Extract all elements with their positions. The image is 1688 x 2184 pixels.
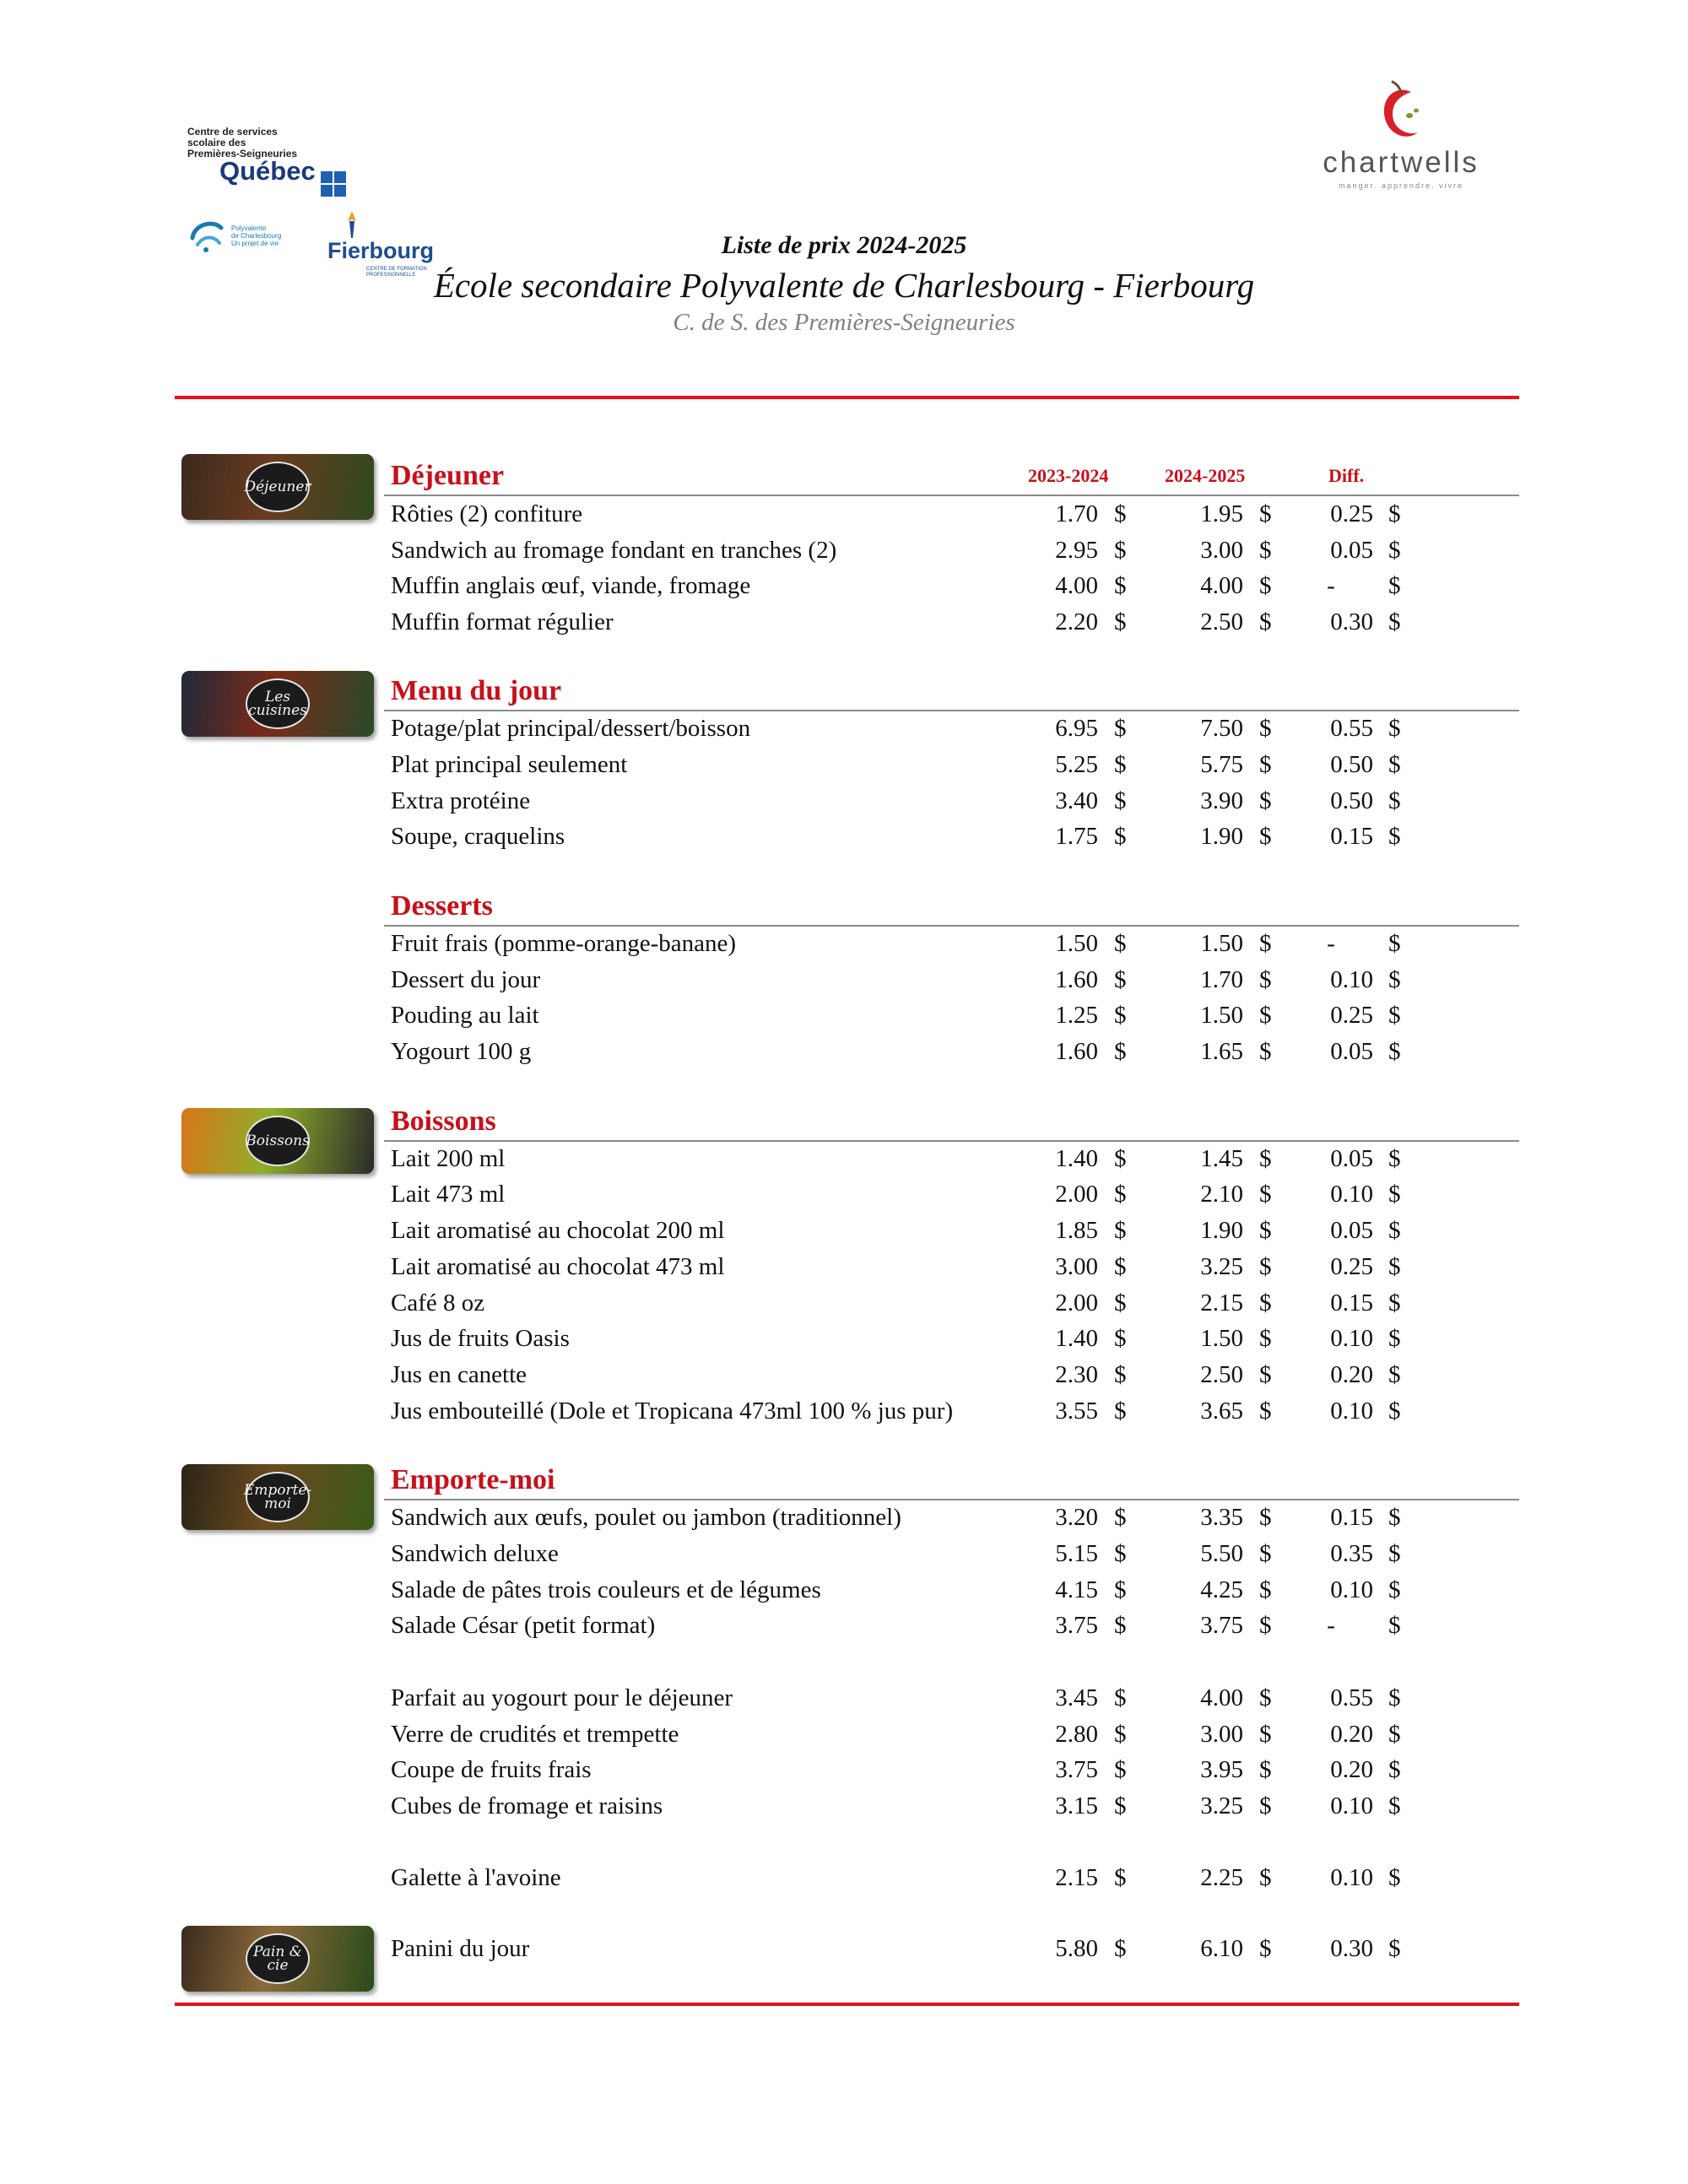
price-2023-2024: 3.45: [1055, 1684, 1098, 1711]
price-row: [0, 1361, 1688, 1397]
css-logo-line: Centre de services: [187, 126, 278, 138]
currency-symbol: $: [1388, 751, 1401, 778]
item-label: Extra protéine: [391, 787, 531, 814]
currency-symbol: $: [1114, 1540, 1127, 1567]
price-2024-2025: 1.50: [1200, 930, 1243, 957]
currency-symbol: $: [1388, 1540, 1401, 1567]
currency-symbol: $: [1114, 1576, 1127, 1603]
currency-symbol: $: [1388, 1721, 1401, 1748]
school-name: École secondaire Polyvalente de Charlesbourg - Fierbourg: [433, 266, 1255, 305]
price-difference: -: [1327, 1612, 1335, 1639]
price-2023-2024: 5.25: [1055, 751, 1098, 778]
currency-symbol: $: [1259, 1935, 1272, 1962]
currency-symbol: $: [1114, 1756, 1127, 1783]
item-label: Dessert du jour: [391, 966, 541, 993]
price-difference: 0.15: [1330, 1504, 1373, 1531]
price-difference: 0.05: [1330, 1145, 1373, 1172]
price-difference: 0.10: [1330, 1397, 1373, 1424]
currency-symbol: $: [1114, 1684, 1127, 1711]
currency-symbol: $: [1388, 537, 1401, 564]
price-2024-2025: 1.50: [1200, 1325, 1243, 1352]
price-row: [0, 787, 1688, 824]
price-2024-2025: 2.15: [1200, 1289, 1243, 1316]
item-label: Salade de pâtes trois couleurs et de légumes: [391, 1576, 821, 1603]
price-row: [0, 1504, 1688, 1540]
price-2024-2025: 5.50: [1200, 1540, 1243, 1567]
item-label: Verre de crudités et trempette: [391, 1721, 679, 1748]
currency-symbol: $: [1259, 1684, 1272, 1711]
item-label: Salade César (petit format): [391, 1612, 656, 1639]
price-2024-2025: 7.50: [1200, 715, 1243, 742]
currency-symbol: $: [1114, 1504, 1127, 1531]
currency-symbol: $: [1259, 930, 1272, 957]
price-difference: 0.20: [1330, 1721, 1373, 1748]
item-label: Galette à l'avoine: [391, 1864, 561, 1891]
price-row: [0, 1002, 1688, 1038]
price-difference: 0.55: [1330, 1684, 1373, 1711]
price-2023-2024: 1.25: [1055, 1002, 1098, 1029]
price-2023-2024: 1.50: [1055, 930, 1098, 957]
currency-symbol: $: [1259, 1540, 1272, 1567]
price-row: [0, 1181, 1688, 1217]
currency-symbol: $: [1259, 608, 1272, 635]
price-2024-2025: 2.25: [1200, 1864, 1243, 1891]
currency-symbol: $: [1259, 537, 1272, 564]
section-title: Menu du jour: [391, 675, 562, 706]
price-2024-2025: 3.00: [1200, 537, 1243, 564]
currency-symbol: $: [1388, 1935, 1401, 1962]
currency-symbol: $: [1114, 1181, 1127, 1208]
price-difference: 0.05: [1330, 1038, 1373, 1065]
item-label: Jus en canette: [391, 1361, 528, 1388]
price-difference: 0.10: [1330, 1181, 1373, 1208]
price-row: [0, 1576, 1688, 1613]
currency-symbol: $: [1259, 1002, 1272, 1029]
polyvalente-logo: [187, 213, 297, 267]
price-2024-2025: 3.65: [1200, 1397, 1243, 1424]
section-banner-badge: Emporte-moi: [246, 1472, 310, 1522]
currency-symbol: $: [1114, 787, 1127, 814]
currency-symbol: $: [1114, 751, 1127, 778]
currency-symbol: $: [1259, 1217, 1272, 1244]
price-2024-2025: 3.25: [1200, 1792, 1243, 1819]
currency-symbol: $: [1114, 1721, 1127, 1748]
css-logo-line: Premières-Seigneuries: [187, 148, 298, 159]
price-difference: 0.30: [1330, 1935, 1373, 1962]
swirl-icon: [187, 216, 226, 255]
col-header-2023-2024: 2023-2024: [1028, 465, 1109, 486]
price-2024-2025: 1.95: [1200, 500, 1243, 527]
item-label: Lait aromatisé au chocolat 473 ml: [391, 1253, 725, 1280]
section-banner-badge: Pain & cie: [246, 1933, 310, 1984]
item-label: Sandwich au fromage fondant en tranches (2): [391, 537, 837, 564]
price-row: [0, 608, 1688, 645]
currency-symbol: $: [1114, 930, 1127, 957]
price-2023-2024: 1.40: [1055, 1145, 1098, 1172]
price-2023-2024: 1.85: [1055, 1217, 1098, 1244]
item-label: Sandwich deluxe: [391, 1540, 559, 1567]
price-2023-2024: 2.95: [1055, 537, 1098, 564]
currency-symbol: $: [1114, 1397, 1127, 1424]
price-2024-2025: 4.25: [1200, 1576, 1243, 1603]
price-row: [0, 715, 1688, 751]
currency-symbol: $: [1114, 1289, 1127, 1316]
currency-symbol: $: [1388, 1397, 1401, 1424]
price-row: [0, 1540, 1688, 1576]
item-label: Parfait au yogourt pour le déjeuner: [391, 1684, 733, 1711]
currency-symbol: $: [1259, 1038, 1272, 1065]
price-2024-2025: 1.45: [1200, 1145, 1243, 1172]
item-label: Soupe, craquelins: [391, 823, 565, 850]
section-banner-badge: Boissons: [246, 1116, 310, 1166]
section-rule: [384, 925, 1519, 927]
price-difference: 0.25: [1330, 1253, 1373, 1280]
currency-symbol: $: [1259, 715, 1272, 742]
price-2023-2024: 1.75: [1055, 823, 1098, 850]
currency-symbol: $: [1114, 823, 1127, 850]
item-label: Panini du jour: [391, 1935, 530, 1962]
price-row: [0, 1612, 1688, 1648]
currency-symbol: $: [1388, 1145, 1401, 1172]
price-row: [0, 1935, 1688, 1971]
price-difference: 0.25: [1330, 500, 1373, 527]
currency-symbol: $: [1388, 500, 1401, 527]
currency-symbol: $: [1388, 608, 1401, 635]
price-difference: 0.25: [1330, 1002, 1373, 1029]
section-title: Boissons: [391, 1106, 496, 1137]
price-difference: 0.15: [1330, 1289, 1373, 1316]
item-label: Muffin anglais œuf, viande, fromage: [391, 572, 751, 599]
currency-symbol: $: [1388, 1181, 1401, 1208]
price-difference: 0.10: [1330, 1792, 1373, 1819]
price-row: [0, 572, 1688, 608]
chartwells-logo: [1300, 80, 1502, 207]
currency-symbol: $: [1114, 1864, 1127, 1891]
price-2023-2024: 2.00: [1055, 1289, 1098, 1316]
quebec-wordmark: Québec: [219, 156, 373, 197]
currency-symbol: $: [1114, 1217, 1127, 1244]
price-row: [0, 1253, 1688, 1289]
price-2023-2024: 2.80: [1055, 1721, 1098, 1748]
price-2023-2024: 3.55: [1055, 1397, 1098, 1424]
currency-symbol: $: [1388, 1576, 1401, 1603]
price-difference: 0.35: [1330, 1540, 1373, 1567]
currency-symbol: $: [1388, 1217, 1401, 1244]
section-banner-badge: Déjeuner: [246, 462, 310, 512]
price-row: [0, 1397, 1688, 1434]
item-label: Potage/plat principal/dessert/boisson: [391, 715, 751, 742]
fierbourg-wordmark: Fierbourg: [327, 238, 434, 263]
currency-symbol: $: [1388, 1289, 1401, 1316]
poly-logo-line: Un projet de vie: [231, 240, 279, 247]
section-title: Déjeuner: [391, 460, 505, 491]
price-difference: 0.05: [1330, 537, 1373, 564]
currency-symbol: $: [1114, 966, 1127, 993]
price-row: [0, 1792, 1688, 1829]
currency-symbol: $: [1388, 787, 1401, 814]
currency-symbol: $: [1259, 823, 1272, 850]
css-logo-line: scolaire des: [187, 137, 246, 149]
price-2024-2025: 2.10: [1200, 1181, 1243, 1208]
currency-symbol: $: [1259, 1289, 1272, 1316]
section-rule: [384, 1140, 1519, 1142]
price-2023-2024: 3.15: [1055, 1792, 1098, 1819]
price-2023-2024: 3.40: [1055, 787, 1098, 814]
price-2023-2024: 3.75: [1055, 1756, 1098, 1783]
price-2024-2025: 3.35: [1200, 1504, 1243, 1531]
currency-symbol: $: [1114, 1002, 1127, 1029]
price-row: [0, 966, 1688, 1003]
price-2023-2024: 3.00: [1055, 1253, 1098, 1280]
item-label: Cubes de fromage et raisins: [391, 1792, 663, 1819]
price-2023-2024: 2.20: [1055, 608, 1098, 635]
item-label: Coupe de fruits frais: [391, 1756, 592, 1783]
item-label: Jus de fruits Oasis: [391, 1325, 570, 1352]
price-2024-2025: 4.00: [1200, 1684, 1243, 1711]
currency-symbol: $: [1114, 1361, 1127, 1388]
price-row: [0, 1756, 1688, 1792]
currency-symbol: $: [1259, 1181, 1272, 1208]
currency-symbol: $: [1259, 1361, 1272, 1388]
price-difference: 0.10: [1330, 1864, 1373, 1891]
currency-symbol: $: [1388, 1756, 1401, 1783]
item-label: Yogourt 100 g: [391, 1038, 532, 1065]
currency-symbol: $: [1114, 1792, 1127, 1819]
price-2023-2024: 3.20: [1055, 1504, 1098, 1531]
currency-symbol: $: [1114, 537, 1127, 564]
currency-symbol: $: [1114, 1325, 1127, 1352]
title-block: [338, 231, 1350, 337]
price-2024-2025: 2.50: [1200, 608, 1243, 635]
price-row: [0, 1684, 1688, 1721]
currency-symbol: $: [1259, 1504, 1272, 1531]
currency-symbol: $: [1114, 1935, 1127, 1962]
price-difference: 0.10: [1330, 1576, 1373, 1603]
price-difference: 0.20: [1330, 1756, 1373, 1783]
currency-symbol: $: [1388, 1325, 1401, 1352]
apple-icon: [1367, 80, 1435, 146]
school-board: C. de S. des Premières-Seigneuries: [673, 309, 1015, 336]
section-title: Desserts: [391, 890, 493, 922]
price-2024-2025: 6.10: [1200, 1935, 1243, 1962]
currency-symbol: $: [1114, 608, 1127, 635]
currency-symbol: $: [1259, 500, 1272, 527]
price-2023-2024: 1.70: [1055, 500, 1098, 527]
price-2023-2024: 4.00: [1055, 572, 1098, 599]
currency-symbol: $: [1259, 1253, 1272, 1280]
price-difference: 0.50: [1330, 751, 1373, 778]
currency-symbol: $: [1259, 1721, 1272, 1748]
currency-symbol: $: [1259, 1576, 1272, 1603]
currency-symbol: $: [1388, 1864, 1401, 1891]
item-label: Lait 200 ml: [391, 1145, 506, 1172]
currency-symbol: $: [1388, 1612, 1401, 1639]
currency-symbol: $: [1388, 1792, 1401, 1819]
price-2023-2024: 2.15: [1055, 1864, 1098, 1891]
price-2023-2024: 5.80: [1055, 1935, 1098, 1962]
price-difference: 0.30: [1330, 608, 1373, 635]
price-2023-2024: 1.60: [1055, 1038, 1098, 1065]
section-title: Emporte-moi: [391, 1464, 555, 1495]
currency-symbol: $: [1388, 715, 1401, 742]
price-2023-2024: 5.15: [1055, 1540, 1098, 1567]
fierbourg-sub-line: PROFESSIONNELLE: [366, 273, 416, 278]
currency-symbol: $: [1114, 1038, 1127, 1065]
currency-symbol: $: [1259, 1792, 1272, 1819]
currency-symbol: $: [1388, 1253, 1401, 1280]
price-row: [0, 930, 1688, 966]
currency-symbol: $: [1388, 1504, 1401, 1531]
price-difference: 0.10: [1330, 1325, 1373, 1352]
poly-logo-line: Polyvalente: [231, 224, 267, 232]
price-2023-2024: 2.00: [1055, 1181, 1098, 1208]
item-label: Lait 473 ml: [391, 1181, 506, 1208]
price-row: [0, 1038, 1688, 1074]
price-2024-2025: 1.50: [1200, 1002, 1243, 1029]
quebec-flag-icon: [321, 171, 346, 197]
currency-symbol: $: [1259, 1397, 1272, 1424]
currency-symbol: $: [1388, 1361, 1401, 1388]
price-row: [0, 1289, 1688, 1326]
price-2023-2024: 6.95: [1055, 715, 1098, 742]
section-rule: [384, 710, 1519, 711]
currency-symbol: $: [1114, 715, 1127, 742]
price-2024-2025: 1.70: [1200, 966, 1243, 993]
col-header-2024-2025: 2024-2025: [1165, 465, 1246, 486]
price-row: [0, 1145, 1688, 1181]
currency-symbol: $: [1114, 1253, 1127, 1280]
currency-symbol: $: [1259, 787, 1272, 814]
price-row: [0, 1721, 1688, 1757]
price-row: [0, 751, 1688, 787]
item-label: Café 8 oz: [391, 1289, 485, 1316]
price-2024-2025: 1.90: [1200, 1217, 1243, 1244]
poly-logo-line: de Charlesbourg: [231, 232, 282, 240]
price-difference: 0.10: [1330, 966, 1373, 993]
chartwells-tagline: manger. apprendre. vivre: [1338, 181, 1464, 190]
item-label: Rôties (2) confiture: [391, 500, 583, 527]
currency-symbol: $: [1259, 1612, 1272, 1639]
css-quebec-logo: [187, 127, 373, 197]
price-row: [0, 1325, 1688, 1361]
price-difference: -: [1327, 572, 1335, 599]
price-difference: 0.50: [1330, 787, 1373, 814]
price-row: [0, 823, 1688, 859]
currency-symbol: $: [1259, 966, 1272, 993]
currency-symbol: $: [1388, 1038, 1401, 1065]
currency-symbol: $: [1388, 1684, 1401, 1711]
price-2024-2025: 3.95: [1200, 1756, 1243, 1783]
price-row: [0, 537, 1688, 573]
section-banner-badge: Les cuisines: [246, 678, 310, 729]
price-2024-2025: 2.50: [1200, 1361, 1243, 1388]
price-2024-2025: 3.25: [1200, 1253, 1243, 1280]
price-row: [0, 1217, 1688, 1253]
currency-symbol: $: [1388, 823, 1401, 850]
currency-symbol: $: [1259, 751, 1272, 778]
item-label: Pouding au lait: [391, 1002, 539, 1029]
price-difference: 0.05: [1330, 1217, 1373, 1244]
price-difference: 0.55: [1330, 715, 1373, 742]
fierbourg-sub-line: CENTRE DE FORMATION: [366, 267, 427, 272]
currency-symbol: $: [1259, 1864, 1272, 1891]
price-2023-2024: 2.30: [1055, 1361, 1098, 1388]
price-2024-2025: 1.90: [1200, 823, 1243, 850]
price-2024-2025: 3.75: [1200, 1612, 1243, 1639]
currency-symbol: $: [1388, 966, 1401, 993]
currency-symbol: $: [1259, 1325, 1272, 1352]
price-row: [0, 500, 1688, 537]
price-difference: -: [1327, 930, 1335, 957]
price-2023-2024: 1.40: [1055, 1325, 1098, 1352]
document-title: Liste de prix 2024-2025: [721, 231, 967, 259]
currency-symbol: $: [1114, 572, 1127, 599]
currency-symbol: $: [1388, 572, 1401, 599]
currency-symbol: $: [1114, 1145, 1127, 1172]
price-2023-2024: 1.60: [1055, 966, 1098, 993]
item-label: Fruit frais (pomme-orange-banane): [391, 930, 737, 957]
currency-symbol: $: [1388, 930, 1401, 957]
price-difference: 0.20: [1330, 1361, 1373, 1388]
currency-symbol: $: [1259, 572, 1272, 599]
chartwells-wordmark: chartwells: [1323, 146, 1480, 179]
top-red-rule: [175, 396, 1519, 399]
currency-symbol: $: [1259, 1145, 1272, 1172]
bottom-red-rule: [175, 2003, 1519, 2006]
currency-symbol: $: [1114, 500, 1127, 527]
price-2023-2024: 3.75: [1055, 1612, 1098, 1639]
currency-symbol: $: [1259, 1756, 1272, 1783]
currency-symbol: $: [1388, 1002, 1401, 1029]
price-row: [0, 1864, 1688, 1900]
section-rule: [384, 495, 1519, 496]
item-label: Sandwich aux œufs, poulet ou jambon (traditionnel): [391, 1504, 901, 1531]
section-rule: [384, 1499, 1519, 1500]
price-difference: 0.15: [1330, 823, 1373, 850]
price-2024-2025: 3.00: [1200, 1721, 1243, 1748]
price-2024-2025: 5.75: [1200, 751, 1243, 778]
price-2023-2024: 4.15: [1055, 1576, 1098, 1603]
currency-symbol: $: [1114, 1612, 1127, 1639]
price-2024-2025: 4.00: [1200, 572, 1243, 599]
col-header-diff: Diff.: [1328, 465, 1365, 486]
price-2024-2025: 3.90: [1200, 787, 1243, 814]
item-label: Plat principal seulement: [391, 751, 628, 778]
item-label: Jus embouteillé (Dole et Tropicana 473ml 100 % jus pur): [391, 1397, 954, 1424]
item-label: Muffin format régulier: [391, 608, 614, 635]
item-label: Lait aromatisé au chocolat 200 ml: [391, 1217, 725, 1244]
price-2024-2025: 1.65: [1200, 1038, 1243, 1065]
